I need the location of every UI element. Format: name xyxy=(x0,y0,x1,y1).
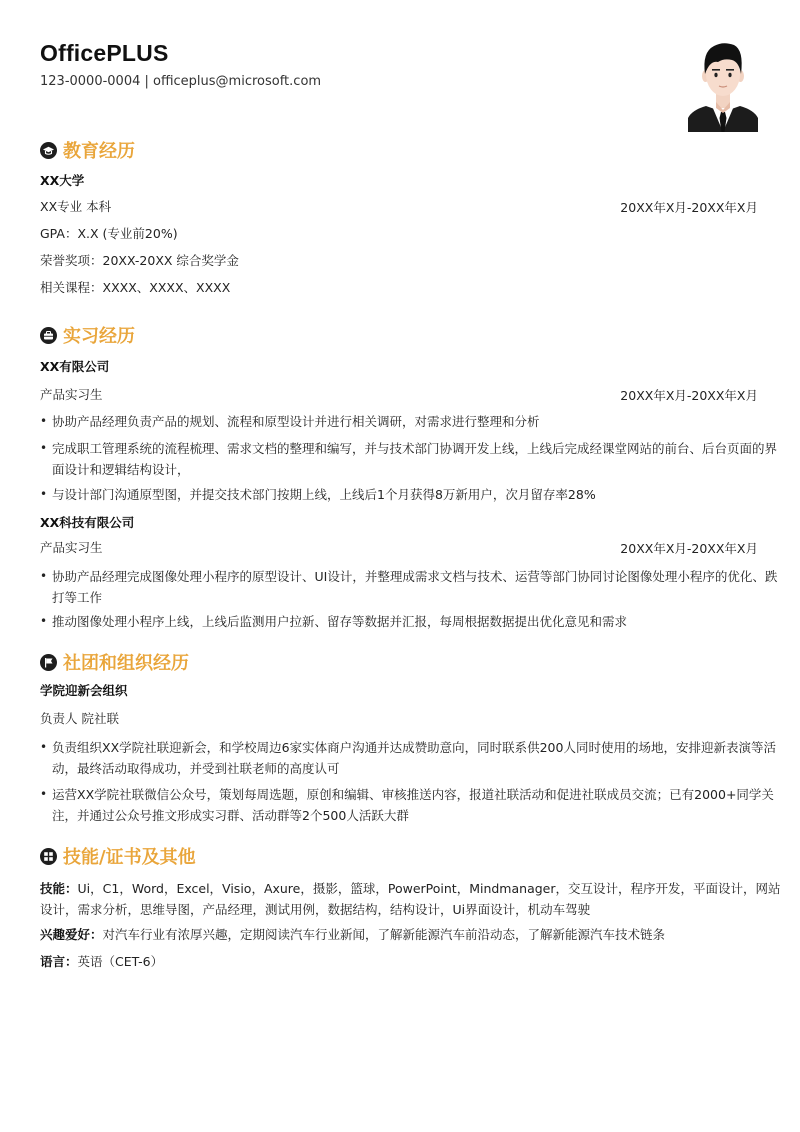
interest-text: 对汽车行业有浓厚兴趣，定期阅读汽车行业新闻，了解新能源汽车前沿动态，了解新能源汽车技术链条 xyxy=(102,927,666,942)
languages xyxy=(40,953,758,971)
bullet-line: 打等工作 xyxy=(52,590,103,605)
grid-icon xyxy=(40,848,57,865)
major-degree: XX专业 本科 xyxy=(40,199,112,214)
bullet-line: • 协助产品经理完成图像处理小程序的原型设计、UI设计，并整理成需求文档与技术、运营等部门协同讨论图像处理小程序的优化、跌 xyxy=(52,569,778,584)
org-role: 负责人 院社联 xyxy=(40,711,119,726)
section-skills xyxy=(40,843,196,869)
interests xyxy=(40,926,758,944)
bullet-line: • 完成职工管理系统的流程梳理、需求文档的整理和编写，并与技术部门协调开发上线，上线后完成经课堂网站的前台、后台页面的界 xyxy=(52,441,778,456)
bullet-item: • 与设计部门沟通原型图，并提交技术部门按期上线，上线后1个月获得8万新用户，次月留存率28% xyxy=(40,484,758,505)
section-title-text: 教育经历 xyxy=(63,141,135,162)
contact-info: 123-0000-0004 | officeplus@microsoft.com xyxy=(40,74,322,89)
education-period: 20XX年X月-20XX年X月 xyxy=(620,200,758,215)
bullet-line: 面设计和逻辑结构设计， xyxy=(52,462,190,477)
flag-icon xyxy=(40,654,57,671)
section-club xyxy=(40,649,189,675)
language-text: 英语（CET-6） xyxy=(77,954,164,969)
courses: 相关课程：XXXX、XXXX、XXXX xyxy=(40,280,231,295)
honor: 荣誉奖项：20XX-20XX 综合奖学金 xyxy=(40,253,239,268)
bullet-line: 注，并通过公众号推文形成实习群、活动群等2个500人活跃大群 xyxy=(52,808,409,823)
bullet-item: • 协助产品经理负责产品的规划、流程和原型设计并进行相关调研，对需求进行整理和分析 xyxy=(40,411,758,432)
briefcase-icon xyxy=(40,327,57,344)
bullet-item xyxy=(40,566,778,608)
language-label: 语言： xyxy=(40,954,78,969)
skills-text-cont: 设计，需求分析，思维导图，产品经理，测试用例，数据结构，结构设计，Ui界面设计，机动车驾驶 xyxy=(40,902,591,917)
avatar xyxy=(688,38,758,132)
org-name: 学院迎新会组织 xyxy=(40,683,128,698)
graduation-cap-icon xyxy=(40,142,57,159)
interest-label: 兴趣爱好： xyxy=(40,927,103,942)
bullet-item: • 推动图像处理小程序上线，上线后监测用户拉新、留存等数据并汇报，每周根据数据提出优化意见和需求 xyxy=(40,611,758,632)
candidate-name: OfficePLUS xyxy=(40,40,169,66)
bullet-line: • 运营XX学院社联微信公众号，策划每周选题，原创和编辑、审核推送内容，报道社联活动和促进社联成员交流；已有2000+同学关 xyxy=(52,787,774,802)
school-name: XX大学 xyxy=(40,173,85,188)
bullet-line: 动，最终活动取得成功，并受到社联老师的高度认可 xyxy=(52,761,340,776)
section-title-text: 实习经历 xyxy=(63,326,135,347)
company-name: XX科技有限公司 xyxy=(40,515,135,530)
job-period: 20XX年X月-20XX年X月 xyxy=(620,388,758,403)
bullet-line: • 负责组织XX学院社联迎新会，和学校周边6家实体商户沟通并达成赞助意向，同时联系供200人同时使用的场地，安排迎新表演等活 xyxy=(52,740,776,755)
bullet-item xyxy=(40,784,774,826)
job-period: 20XX年X月-20XX年X月 xyxy=(620,541,758,556)
job-role: 产品实习生 xyxy=(40,540,103,555)
section-internship xyxy=(40,322,135,348)
bullet-item xyxy=(40,737,776,779)
skills-list xyxy=(40,878,781,920)
skills-text: Ui，C1，Word，Excel，Visio，Axure，摄影，篮球，PowerPoint，Mindmanager，交互设计，程序开发，平面设计，网站 xyxy=(77,881,781,896)
section-title-text: 社团和组织经历 xyxy=(63,653,189,674)
skills-label: 技能： xyxy=(40,881,78,896)
job-role: 产品实习生 xyxy=(40,387,103,402)
section-title-text: 技能/证书及其他 xyxy=(63,847,196,868)
bullet-item xyxy=(40,438,778,480)
section-education xyxy=(40,137,135,163)
gpa: GPA：X.X (专业前20%) xyxy=(40,226,178,241)
company-name: XX有限公司 xyxy=(40,359,110,374)
